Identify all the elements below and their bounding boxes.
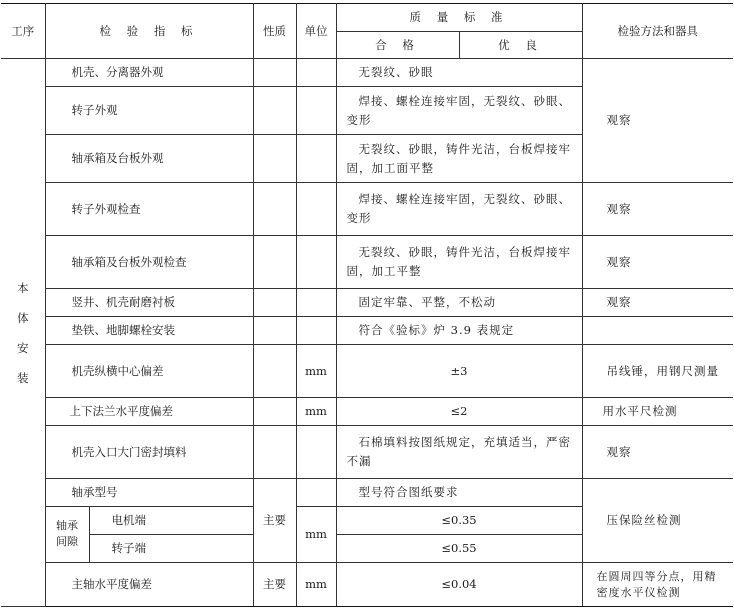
table-row — [1, 317, 733, 345]
row-item: 上下法兰水平度偏差 — [45, 398, 253, 426]
row-nature — [253, 317, 296, 345]
row-unit: mm — [296, 345, 336, 398]
row-standard: 型号符合图纸要求 — [336, 479, 582, 507]
header-quality: 质 量 标 准 — [336, 4, 582, 32]
row-standard: 焊接、螺栓连接牢固，无裂纹、砂眼、变形 — [336, 183, 582, 236]
row-standard: 焊接、螺栓连接牢固，无裂纹、砂眼、变形 — [336, 87, 582, 135]
row-item: 机壳纵横中心偏差 — [45, 345, 253, 398]
bearing-group-text: 轴承间隙 — [56, 519, 78, 548]
row-nature — [253, 236, 296, 289]
row-method — [582, 317, 733, 345]
row-unit — [296, 479, 336, 507]
row-item: 垫铁、地脚螺栓安装 — [45, 317, 253, 345]
row-unit — [296, 59, 336, 87]
row-item: 转子端 — [89, 535, 253, 563]
row-unit — [296, 289, 336, 317]
row-standard: 固定牢靠、平整，不松动 — [336, 289, 582, 317]
bearing-nature: 主要 — [253, 479, 296, 563]
row-unit — [296, 317, 336, 345]
header-nature: 性质 — [253, 4, 296, 59]
table-row — [1, 479, 733, 507]
row-nature — [253, 87, 296, 135]
row-nature — [253, 135, 296, 183]
header-qualified: 合 格 — [336, 32, 459, 59]
header-index: 检 验 指 标 — [45, 4, 253, 59]
row-nature — [253, 183, 296, 236]
row-method: 观察 — [582, 236, 733, 289]
table-row — [1, 426, 733, 479]
row-standard: ≤2 — [336, 398, 582, 426]
header-row — [1, 4, 733, 32]
row-nature — [253, 345, 296, 398]
row-unit — [296, 426, 336, 479]
row-method: 吊线锤，用钢尺测量 — [582, 345, 733, 398]
row-unit — [296, 236, 336, 289]
row-item: 机壳、分离器外观 — [45, 59, 253, 87]
row-method: 在圆周四等分点，用精密度水平仪检测 — [582, 563, 733, 607]
header-excellent: 优 良 — [459, 32, 582, 59]
row-standard: 符合《验标》炉 3.9 表规定 — [336, 317, 582, 345]
row-nature: 主要 — [253, 563, 296, 607]
table-row — [1, 289, 733, 317]
row-item: 轴承箱及台板外观检查 — [45, 236, 253, 289]
table-row — [1, 345, 733, 398]
row-unit: mm — [296, 563, 336, 607]
header-unit: 单位 — [296, 4, 336, 59]
row-method: 观察 — [582, 183, 733, 236]
row-standard: 无裂纹、砂眼 — [336, 59, 582, 87]
header-process: 工序 — [1, 4, 45, 59]
row-method: 观察 — [582, 426, 733, 479]
row-unit — [296, 87, 336, 135]
row-item: 机壳入口大门密封填料 — [45, 426, 253, 479]
row-item: 轴承箱及台板外观 — [45, 135, 253, 183]
row-standard: ≤0.04 — [336, 563, 582, 607]
process-label — [1, 59, 45, 607]
row-method: 观察 — [582, 59, 733, 183]
row-method: 观察 — [582, 289, 733, 317]
row-item: 电机端 — [89, 507, 253, 535]
table-row — [1, 183, 733, 236]
row-unit — [296, 135, 336, 183]
bearing-unit: mm — [296, 507, 336, 563]
table-row — [1, 398, 733, 426]
row-standard: 无裂纹、砂眼，铸件光洁，台板焊接牢固，加工平整 — [336, 236, 582, 289]
row-item: 竖井、机壳耐磨衬板 — [45, 289, 253, 317]
row-nature — [253, 398, 296, 426]
row-standard: 无裂纹、砂眼，铸件光洁，台板焊接牢固，加工面平整 — [336, 135, 582, 183]
row-standard: 石棉填料按图纸规定，充填适当，严密不漏 — [336, 426, 582, 479]
row-item: 主轴水平度偏差 — [45, 563, 253, 607]
header-method: 检验方法和器具 — [582, 4, 733, 59]
table-row — [1, 563, 733, 607]
row-nature — [253, 289, 296, 317]
row-unit: mm — [296, 398, 336, 426]
row-standard: ≤0.55 — [336, 535, 582, 563]
row-nature — [253, 426, 296, 479]
row-method: 用水平尺检测 — [582, 398, 733, 426]
row-unit — [296, 183, 336, 236]
row-standard: ±3 — [336, 345, 582, 398]
table-row — [1, 59, 733, 87]
row-item: 转子外观检查 — [45, 183, 253, 236]
table-row — [1, 236, 733, 289]
row-standard: ≤0.35 — [336, 507, 582, 535]
inspection-table — [1, 3, 733, 607]
row-nature — [253, 59, 296, 87]
row-item: 转子外观 — [45, 87, 253, 135]
process-label-text: 本体安装 — [17, 280, 29, 385]
bearing-group — [45, 507, 89, 563]
bearing-method: 压保险丝检测 — [582, 479, 733, 563]
row-item: 轴承型号 — [45, 479, 253, 507]
